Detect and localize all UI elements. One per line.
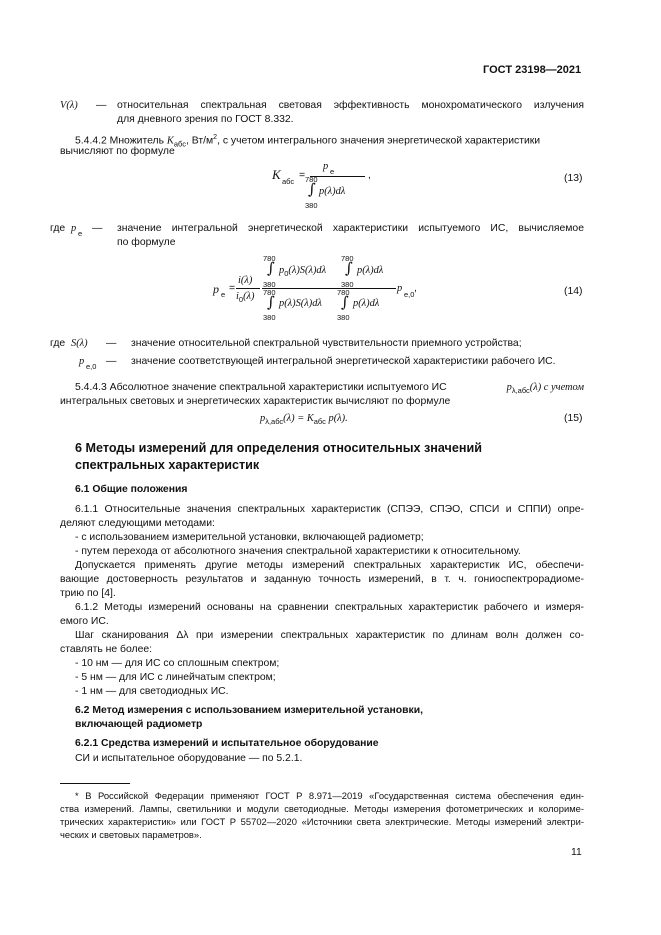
subscript: абс	[282, 177, 295, 186]
footnote-line: * В Российской Федерации применяют ГОСТ Р 8.971—2019 «Государственная система обеспечения един-	[75, 790, 584, 801]
subscript: e	[78, 229, 83, 238]
integral-sign: ∫	[267, 259, 275, 277]
integral-upper-limit: 780	[305, 175, 318, 184]
math-symbol: K	[272, 167, 281, 182]
ratio-numerator: i(λ)	[238, 275, 253, 286]
integral-upper-limit: 780	[263, 288, 276, 297]
subscript: e,0	[86, 362, 97, 371]
body-line: СИ и испытательное оборудование — по 5.2.1.	[75, 753, 303, 764]
symbol-v-lambda: V(λ)	[60, 100, 78, 111]
integral-upper-limit: 780	[263, 254, 276, 263]
integral-lower-limit: 380	[305, 201, 318, 210]
paragraph-text: , Вт/м	[186, 135, 214, 147]
subsection-heading: 6.1 Общие положения	[75, 484, 188, 495]
where-label: где	[50, 338, 66, 349]
integrand: p(λ)dλ	[357, 265, 384, 276]
punctuation: ,	[414, 283, 417, 294]
integral-sign: ∫	[308, 180, 316, 198]
dash: —	[106, 356, 117, 367]
page-number: 11	[571, 847, 582, 858]
footnote-line: ческих и световых параметров».	[60, 829, 202, 840]
definition-text: по формуле	[117, 237, 176, 248]
body-line: 6.1.1 Относительные значения спектральных характеристик (СПЭЭ, СПЭО, СПСИ и СППИ) опре-	[75, 504, 584, 515]
paragraph-text: 5.4.4.3 Абсолютное значение спектральной характеристики испытуемого ИС	[75, 382, 447, 393]
equation-15	[260, 412, 348, 429]
document-header: ГОСТ 23198—2021	[483, 64, 582, 76]
paragraph-text: вычисляют по формуле	[60, 146, 175, 157]
section-heading: 6 Методы измерений для определения относительных значений	[75, 441, 482, 455]
integral-upper-limit: 780	[337, 288, 350, 297]
subscript: абс	[173, 139, 186, 149]
integral-sign: ∫	[267, 293, 275, 311]
paragraph-text: 5.4.4.2 Множитель	[75, 135, 167, 147]
definition-text: для дневного зрения по ГОСТ 8.332.	[117, 114, 294, 125]
footnote-divider	[60, 783, 130, 784]
subsection-heading: включающей радиометр	[75, 719, 203, 730]
integrand: p(λ)S(λ)dλ	[279, 298, 322, 309]
math-symbol: (λ) =	[283, 413, 305, 424]
subscript: e	[221, 290, 226, 299]
definition-text: значение соответствующей интегральной энергетической характеристики рабочего ИС.	[131, 356, 556, 367]
list-item: - 5 нм — для ИС с линейчатым спектром;	[75, 672, 276, 683]
integral-upper-limit: 780	[341, 254, 354, 263]
integral-lower-limit: 380	[341, 280, 354, 289]
superscript: 2	[213, 134, 218, 141]
subscript: e,0	[404, 290, 415, 299]
equation-number: (13)	[564, 173, 583, 184]
body-line: трию по [4].	[60, 588, 116, 599]
list-item: - с использованием измерительной установки, включающей радиометр;	[75, 532, 424, 543]
dash: —	[96, 100, 107, 111]
body-line: вающие достоверность результатов и заданную точность измерений, в т. ч. гониоспектрорадиоме-	[60, 574, 584, 585]
dash: —	[92, 223, 103, 234]
integral-lower-limit: 380	[263, 313, 276, 322]
equation-number: (15)	[564, 413, 583, 424]
integrand: $p_0(\lambda)S(\lambda)d\lambda$	[279, 265, 327, 278]
fraction-line	[236, 288, 260, 289]
punctuation: ,	[368, 170, 371, 181]
integrand: p(λ)dλ	[319, 186, 346, 197]
subsection-heading: 6.2 Метод измерения с использованием измерительной установки,	[75, 705, 424, 716]
where-label: где	[50, 223, 66, 234]
fraction-line	[262, 288, 396, 289]
subscript: e	[330, 167, 335, 176]
paragraph-text: , с учетом интегрального значения энергетической характеристики	[217, 135, 541, 147]
body-line: деляют следующими методами:	[60, 518, 215, 529]
integral-sign: ∫	[345, 259, 353, 277]
math-symbol: p	[71, 223, 77, 234]
equation-number: (14)	[564, 286, 583, 297]
footnote-line: ства измерений. Лампы, светильники и модули светодиодные. Методы измерения фотометрических и колориме-	[60, 803, 584, 814]
math-symbol: K	[306, 413, 314, 424]
math-symbol: p	[397, 283, 403, 294]
integral-lower-limit: 380	[337, 313, 350, 322]
list-item: - 10 нм — для ИС со сплошным спектром;	[75, 658, 280, 669]
integral-lower-limit: 380	[263, 280, 276, 289]
subsection-heading: 6.2.1 Средства измерений и испытательное оборудование	[75, 738, 379, 749]
math-symbol: p	[506, 382, 512, 393]
math-symbol: p	[260, 413, 266, 424]
body-line: ставлять не более:	[60, 644, 153, 655]
body-line: Шаг сканирования Δλ при измерении спектральных характеристик по длинам волн должен со-	[75, 630, 584, 641]
body-line: 6.1.2 Методы измерений основаны на сравнении спектральных характеристик рабочего и измеря-	[75, 602, 584, 613]
dash: —	[106, 338, 117, 349]
equals-sign: =	[299, 170, 306, 181]
equals-sign: =	[229, 283, 236, 294]
integrand: p(λ)dλ	[353, 298, 380, 309]
list-item: - путем перехода от абсолютного значения спектральной характеристики к относительному.	[75, 546, 521, 557]
math-symbol: p(λ).	[328, 413, 348, 424]
paragraph-text: (λ) с учетом	[529, 382, 584, 393]
math-symbol: p	[79, 356, 85, 367]
definition-text: значение относительной спектральной чувствительности приемного устройства;	[131, 338, 522, 349]
math-symbol: K	[166, 135, 174, 147]
math-symbol: p	[213, 282, 219, 296]
subscript: λ,абс	[511, 386, 530, 395]
definition-text: относительная спектральная световая эффективность монохроматического излучения	[117, 100, 584, 111]
section-heading: спектральных характеристик	[75, 458, 260, 472]
integral-sign: ∫	[341, 293, 349, 311]
footnote-line: трических характеристик» или ГОСТ Р 55702—2020 «Источники света электрические. Методы измерений электри-	[60, 816, 584, 827]
definition-text: значение интегральной энергетической характеристики испытуемого ИС, вычисляемое	[117, 223, 584, 234]
math-symbol: p	[323, 161, 329, 172]
math-symbol: S(λ)	[71, 338, 88, 349]
list-item: - 1 нм — для светодиодных ИС.	[75, 686, 229, 697]
fraction-line	[310, 176, 365, 177]
subscript: λ,абс	[265, 417, 284, 426]
paragraph-text: интегральных световых и энергетических характеристик вычисляют по формуле	[60, 396, 451, 407]
subscript: абс	[313, 417, 326, 426]
body-line: емого ИС.	[60, 616, 109, 627]
ratio-denominator: $i_0(\lambda)$	[236, 291, 255, 304]
body-line: Допускается применять другие методы измерений спектральных характеристик ИС, обеспечи-	[75, 560, 584, 571]
